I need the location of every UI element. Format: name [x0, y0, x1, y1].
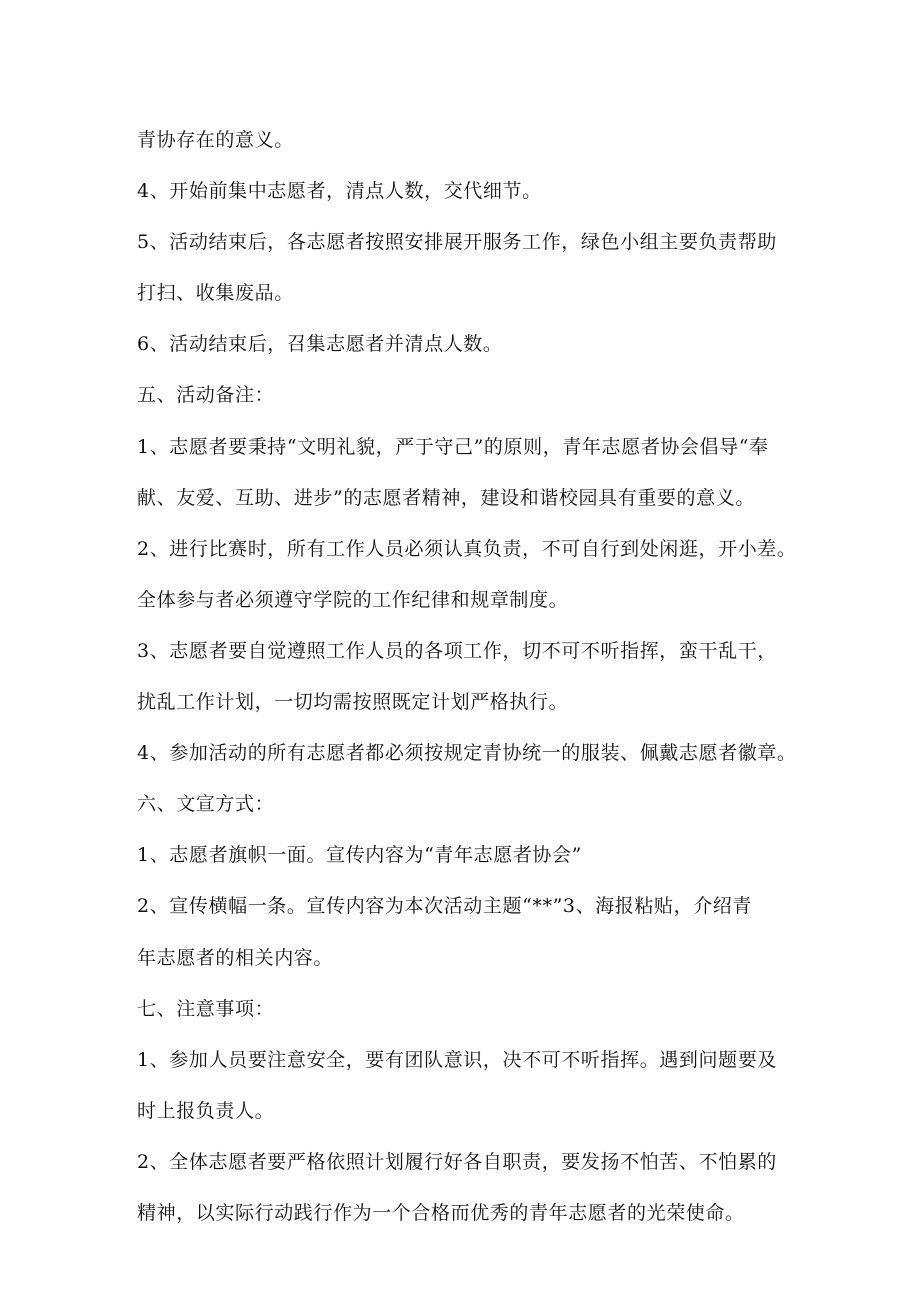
precautions-item-1-continuation: 时上报负责人。: [137, 1099, 275, 1122]
list-item-5-continuation: 打扫、收集废品。: [137, 282, 294, 305]
publicity-item-1: 1、志愿者旗帜一面。宣传内容为“青年志愿者协会”: [137, 844, 582, 867]
paragraph-line: 青协存在的意义。: [137, 129, 294, 151]
list-item-5-start: 5、活动结束后，各志愿者按照安排展开服务工作，绿色小组主要负责帮助: [137, 231, 777, 254]
notes-item-2-continuation: 全体参与者必须遵守学院的工作纪律和规章制度。: [137, 588, 569, 611]
notes-item-3-start: 3、志愿者要自觉遵照工作人员的各项工作，切不可不听指挥，蛮干乱干，: [137, 639, 777, 662]
section-heading-notes: 五、活动备注：: [137, 384, 275, 407]
document-body: [137, 115, 797, 1239]
notes-item-3-continuation: 扰乱工作计划，一切均需按照既定计划严格执行。: [137, 691, 569, 714]
notes-item-2-start: 2、进行比赛时，所有工作人员必须认真负责，不可自行到处闲逛，开小差。: [137, 537, 797, 560]
precautions-item-2-start: 2、全体志愿者要严格依照计划履行好各自职责，要发扬不怕苦、不怕累的: [137, 1150, 777, 1173]
list-item-4-start: 4、开始前集中志愿者，清点人数，交代细节。: [137, 180, 542, 203]
notes-item-1-continuation: 献、友爱、互助、进步”的志愿者精神，建设和谐校园具有重要的意义。: [137, 486, 755, 509]
publicity-item-2-continuation: 年志愿者的相关内容。: [137, 946, 334, 969]
publicity-item-2-start: 2、宣传横幅一条。宣传内容为本次活动主题“**”3、海报粘贴，介绍青: [137, 895, 753, 918]
notes-item-4: 4、参加活动的所有志愿者都必须按规定青协统一的服装、佩戴志愿者徽章。: [137, 742, 797, 765]
section-heading-precautions: 七、注意事项：: [137, 997, 275, 1020]
section-heading-publicity: 六、文宣方式：: [137, 793, 275, 816]
notes-item-1-start: 1、志愿者要秉持“文明礼貌，严于守己”的原则，青年志愿者协会倡导“奉: [137, 435, 769, 458]
precautions-item-2-continuation: 精神，以实际行动践行作为一个合格而优秀的青年志愿者的光荣使命。: [137, 1201, 745, 1224]
precautions-item-1-start: 1、参加人员要注意安全，要有团队意识，决不可不听指挥。遇到问题要及: [137, 1048, 777, 1071]
list-item-6-start: 6、活动结束后，召集志愿者并清点人数。: [137, 333, 503, 356]
